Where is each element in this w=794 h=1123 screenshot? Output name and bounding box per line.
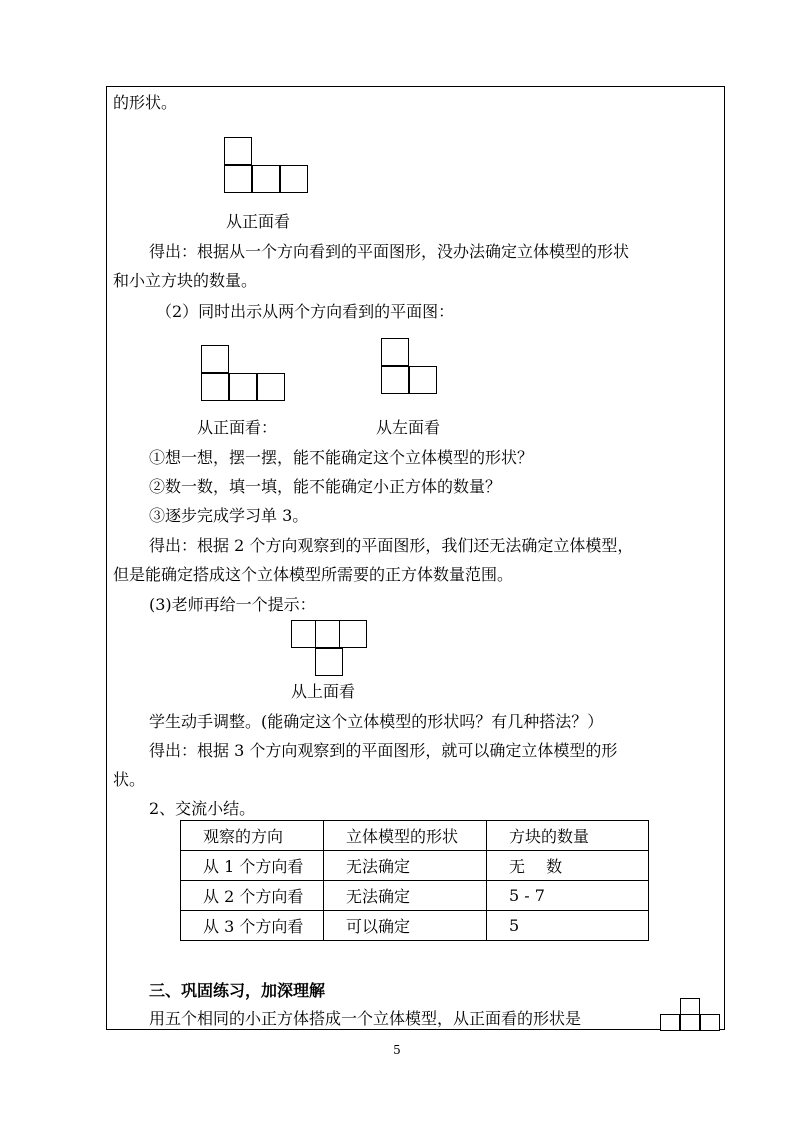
conclusion-text: 和小立方块的数量。: [113, 271, 258, 290]
conclusion-text: 得出：根据 2 个方向观察到的平面图形，我们还无法确定立体模型，: [149, 536, 634, 555]
table-cell: 从 3 个方向看: [181, 911, 324, 941]
table-row: [181, 851, 649, 881]
question-text: ②数一数，填一填，能不能确定小正方体的数量？: [149, 477, 502, 496]
question-text: ③逐步完成学习单 3。: [149, 506, 309, 525]
summary-table: [180, 820, 649, 941]
conclusion-text: 得出：根据从一个方向看到的平面图形，没办法确定立体模型的形状: [149, 242, 630, 261]
page-number: 5: [393, 1043, 401, 1057]
table-cell: 5: [487, 911, 649, 941]
question-text: ①想一想，摆一摆，能不能确定这个立体模型的形状？: [149, 448, 534, 467]
table-header-row: [181, 821, 649, 851]
step-text: （2）同时出示从两个方向看到的平面图：: [156, 302, 455, 321]
conclusion-text: 得出：根据 3 个方向观察到的平面图形，就可以确定立体模型的形: [149, 741, 618, 760]
section-heading: 三、巩固练习，加深理解: [149, 981, 326, 1000]
table-cell: 5 - 7: [487, 881, 649, 911]
table-cell: 无法确定: [324, 881, 487, 911]
conclusion-text: 但是能确定搭成这个立体模型所需要的正方体数量范围。: [113, 565, 514, 584]
exercise-text: 用五个相同的小正方体搭成一个立体模型，从正面看的形状是: [149, 1009, 582, 1028]
text-line-continuation: 的形状。: [113, 93, 178, 112]
table-cell: 可以确定: [324, 911, 487, 941]
table-cell: 从 1 个方向看: [181, 851, 324, 881]
table-cell: 无法确定: [324, 851, 487, 881]
figure-caption: 从正面看: [226, 212, 291, 231]
table-row: [181, 881, 649, 911]
conclusion-text: 状。: [113, 770, 146, 789]
body-text: 学生动手调整。(能确定这个立体模型的形状吗？有几种搭法？）: [149, 712, 604, 731]
figure-caption: 从上面看: [291, 682, 356, 701]
table-row: [181, 911, 649, 941]
table-cell: 从 2 个方向看: [181, 881, 324, 911]
figure-caption: 从正面看：: [197, 418, 278, 437]
table-header-cell: 立体模型的形状: [324, 821, 487, 851]
table-header-cell: 方块的数量: [487, 821, 649, 851]
figure-caption: 从左面看: [376, 418, 441, 437]
summary-heading: 2、交流小结。: [149, 799, 256, 818]
table-cell: 无 数: [487, 851, 649, 881]
step-text: (3)老师再给一个提示：: [149, 595, 316, 614]
table-header-cell: 观察的方向: [181, 821, 324, 851]
